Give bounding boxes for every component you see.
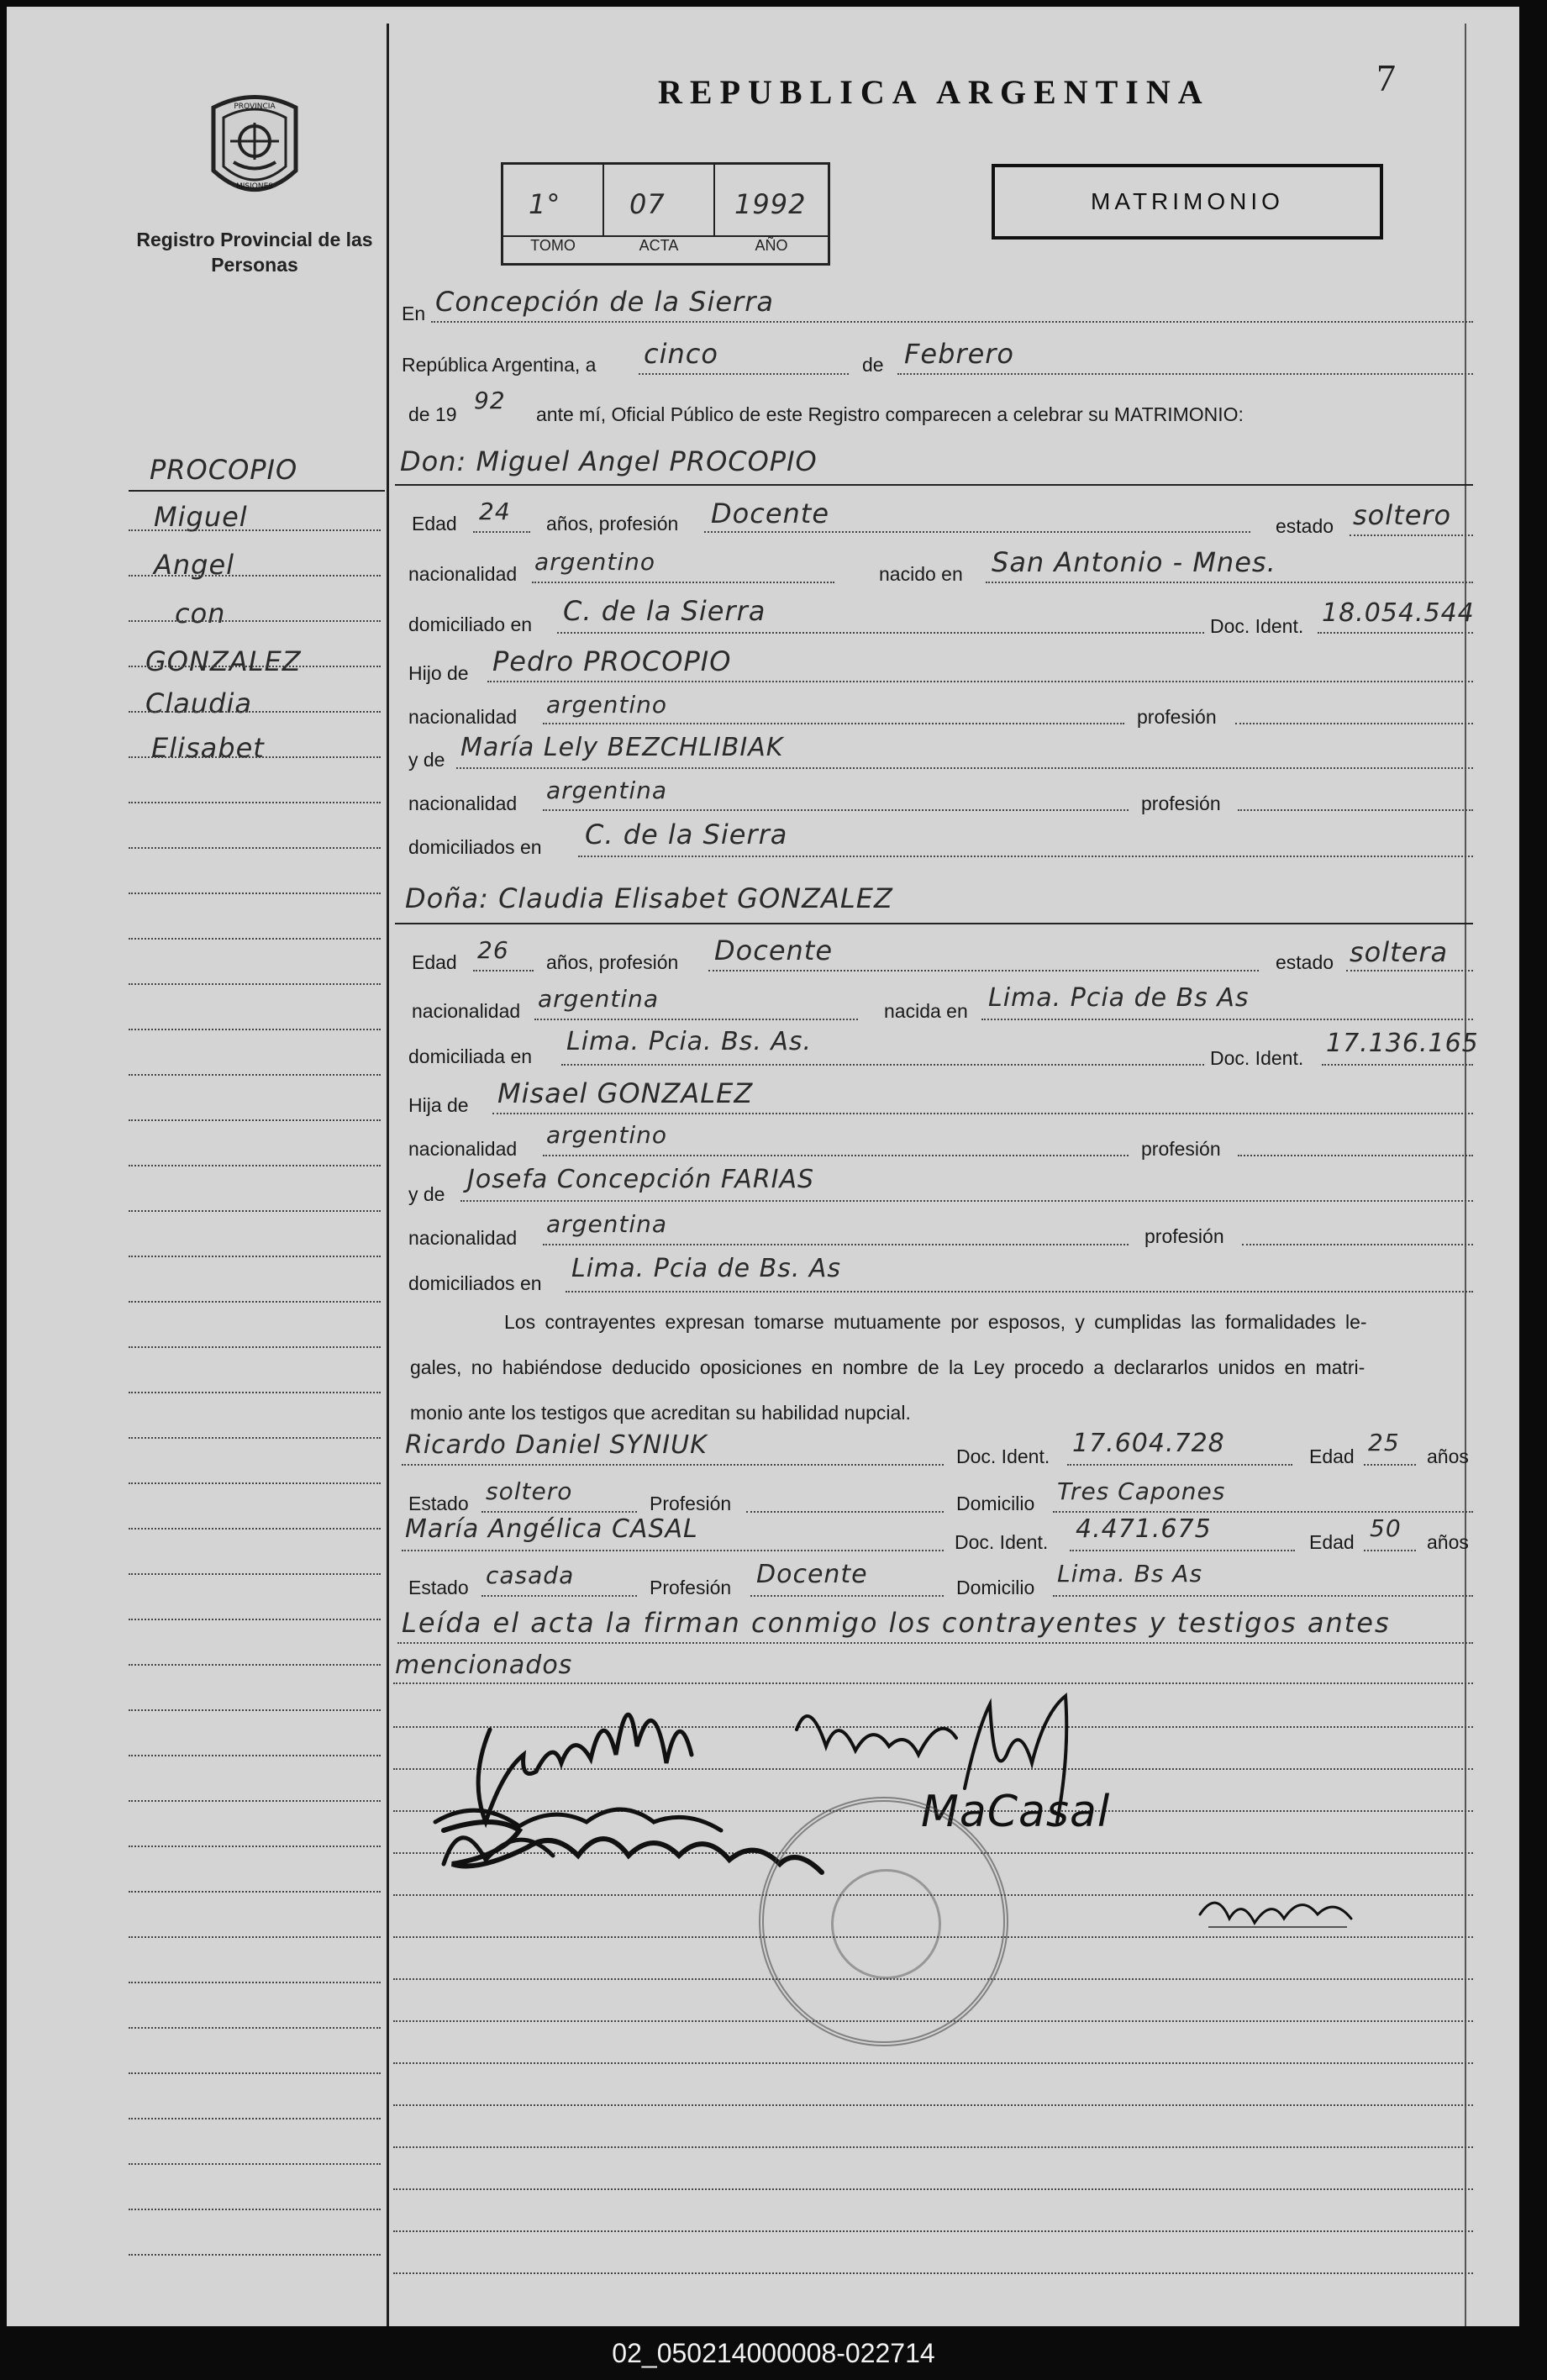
registry-name: Registro Provincial de las Personas: [136, 229, 373, 276]
seal-bottom-text: MISIONES: [235, 182, 274, 191]
margin-line-3: con: [175, 598, 226, 629]
groom-profession: Docente: [711, 498, 830, 529]
groom-domicile: C. de la Sierra: [563, 595, 766, 627]
bride-father-profesion-label: profesión: [1141, 1138, 1221, 1160]
margin-ruled-line: [129, 575, 381, 577]
tomo-value: 1°: [529, 188, 561, 220]
margin-ruled-line: [129, 1346, 381, 1348]
margin-ruled-line: [129, 1891, 381, 1893]
bride-nationality: argentina: [538, 985, 660, 1013]
groom-parents-domicile: C. de la Sierra: [585, 819, 788, 850]
bride-parents-domicile-label: domiciliados en: [408, 1272, 542, 1294]
official-stamp-icon: [759, 1797, 1008, 2046]
witness2-civil-status: casada: [486, 1561, 575, 1589]
de-label: de: [862, 354, 884, 376]
margin-ruled-line: [129, 1392, 381, 1393]
witness2-profesion-label: Profesión: [650, 1577, 732, 1598]
witness2-profession: Docente: [756, 1560, 868, 1589]
bride-mother-label: y de: [408, 1183, 445, 1205]
margin-ruled-line: [129, 1029, 381, 1030]
groom-father-nationality: argentino: [546, 691, 668, 719]
declaration-line-2: gales, no habiéndose deducido oposiciones en nombre de la Ley procedo a declararlos unidos en matri-: [410, 1356, 1365, 1378]
witness1-age: 25: [1368, 1429, 1400, 1456]
margin-ruled-line: [129, 711, 381, 713]
margin-ruled-line: [129, 1074, 381, 1076]
bride-parents-domicile: Lima. Pcia de Bs. As: [571, 1254, 842, 1283]
margin-ruled-line: [129, 1119, 381, 1121]
declaration-line-1: Los contrayentes expresan tomarse mutuamente por esposos, y cumplidas las formalidades le-: [504, 1311, 1367, 1333]
intro-statement: ante mí, Oficial Público de este Registro comparecen a celebrar su MATRIMONIO:: [536, 403, 1244, 425]
bride-profession: Docente: [714, 935, 834, 966]
acta-label: ACTA: [639, 237, 679, 254]
margin-line-1: Miguel: [154, 501, 248, 533]
bride-birthplace: Lima. Pcia de Bs As: [988, 983, 1250, 1013]
margin-ruled-line: [129, 1755, 381, 1756]
groom-birthplace: San Antonio - Mnes.: [992, 546, 1276, 578]
margin-ruled-line: [129, 893, 381, 894]
bride-estado-label: estado: [1276, 951, 1334, 973]
en-label: En: [402, 303, 426, 324]
month: Febrero: [904, 338, 1014, 370]
margin-line-4: GONZALEZ: [145, 645, 302, 677]
margin-ruled-line: [129, 847, 381, 849]
witness2-domicilio-label: Domicilio: [956, 1577, 1035, 1598]
body-ruled-line: [393, 2062, 1473, 2064]
witness1-estado-label: Estado: [408, 1493, 469, 1514]
body-ruled-line: [393, 2188, 1473, 2190]
margin-ruled-line: [129, 1301, 381, 1303]
file-id: 02_050214000008-022714: [612, 2338, 935, 2368]
bride-age: 26: [477, 936, 509, 964]
margin-ruled-line: [129, 983, 381, 985]
margin-ruled-line: [129, 802, 381, 803]
margin-surname: PROCOPIO: [150, 454, 298, 486]
witness2-edad-label: Edad: [1309, 1531, 1355, 1553]
bride-domicile: Lima. Pcia. Bs. As.: [566, 1027, 813, 1056]
groom-name: Don: Miguel Angel PROCOPIO: [400, 445, 818, 477]
year-prefix: de 19: [408, 403, 457, 425]
document-title: REPUBLICA ARGENTINA: [658, 73, 1210, 111]
witness2-age: 50: [1370, 1514, 1402, 1542]
groom-nacido-label: nacido en: [879, 563, 963, 585]
provincial-seal-icon: [205, 91, 304, 204]
margin-ruled-line: [129, 1165, 381, 1166]
groom-parents-domicile-label: domiciliados en: [408, 836, 542, 858]
margin-ruled-line: [129, 2254, 381, 2256]
page-number: 7: [1376, 56, 1396, 99]
margin-line-6: Elisabet: [151, 732, 265, 764]
groom-domiciliado-label: domiciliado en: [408, 613, 533, 635]
witness1-domicile: Tres Capones: [1057, 1477, 1226, 1505]
tomo-label: TOMO: [530, 237, 576, 254]
acta-value: 07: [629, 188, 666, 220]
margin-ruled-line: [129, 2027, 381, 2029]
margin-ruled-line: [129, 1936, 381, 1938]
margin-ruled-line: [129, 620, 381, 622]
day: cinco: [644, 338, 718, 370]
margin-ruled-line: [129, 1664, 381, 1666]
witness1-civil-status: soltero: [486, 1477, 573, 1505]
groom-civil-status: soltero: [1353, 499, 1452, 531]
signature-witness2: MaCasal: [921, 1787, 1111, 1837]
bride-father-nacionalidad-label: nacionalidad: [408, 1138, 518, 1160]
bride-mother-nationality: argentina: [546, 1210, 668, 1238]
bride-civil-status: soltera: [1350, 936, 1449, 968]
margin-ruled-line: [129, 938, 381, 940]
bride-father-nationality: argentino: [546, 1121, 668, 1149]
margin-divider: [387, 24, 389, 2326]
margin-ruled-line: [129, 2163, 381, 2165]
groom-anos-profesion-label: años, profesión: [546, 513, 679, 534]
closing-line-1: Leída el acta la firman conmigo los contrayentes y testigos antes: [402, 1607, 1391, 1639]
margin-ruled-line: [129, 1800, 381, 1802]
groom-mother-label: y de: [408, 749, 445, 771]
groom-age: 24: [479, 498, 511, 525]
margin-ruled-line: [129, 2209, 381, 2210]
margin-ruled-line: [129, 1528, 381, 1530]
body-ruled-line: [393, 2272, 1473, 2274]
bride-doc-label: Doc. Ident.: [1210, 1047, 1304, 1069]
bride-name: Doña: Claudia Elisabet GONZALEZ: [405, 882, 893, 914]
seal-top-text: PROVINCIA: [234, 103, 276, 111]
witness1-doc-label: Doc. Ident.: [956, 1445, 1050, 1467]
bride-domiciliada-label: domiciliada en: [408, 1045, 533, 1067]
body-ruled-line: [393, 2104, 1473, 2106]
place: Concepción de la Sierra: [435, 286, 774, 318]
margin-ruled-line: [129, 1482, 381, 1484]
body-ruled-line: [393, 2146, 1473, 2148]
groom-nationality: argentino: [534, 548, 656, 576]
bride-edad-label: Edad: [412, 951, 457, 973]
margin-ruled-line: [129, 1709, 381, 1711]
ano-label: AÑO: [755, 237, 788, 254]
margin-line-5: Claudia: [145, 687, 252, 719]
margin-line-2: Angel: [154, 549, 235, 581]
groom-doc-id: 18.054.544: [1322, 598, 1475, 628]
margin-ruled-line: [129, 2072, 381, 2074]
declaration-line-3: monio ante los testigos que acreditan su habilidad nupcial.: [410, 1402, 911, 1424]
bride-mother: Josefa Concepción FARIAS: [467, 1165, 815, 1194]
groom-father-nacionalidad-label: nacionalidad: [408, 706, 518, 728]
witness2-anos-label: años: [1427, 1531, 1469, 1553]
witness1-domicilio-label: Domicilio: [956, 1493, 1035, 1514]
groom-father: Pedro PROCOPIO: [492, 645, 732, 677]
witness2-doc-id: 4.471.675: [1076, 1514, 1212, 1544]
margin-ruled-line: [129, 756, 381, 758]
witness1-anos-label: años: [1427, 1445, 1469, 1467]
tomo-acta-ano-box: [501, 162, 830, 266]
groom-father-profesion-label: profesión: [1137, 706, 1217, 728]
witness1-name: Ricardo Daniel SYNIUK: [405, 1430, 708, 1460]
groom-nacionalidad-label: nacionalidad: [408, 563, 518, 585]
margin-ruled-line: [129, 1619, 381, 1620]
margin-ruled-line: [129, 1982, 381, 1983]
bride-nacida-label: nacida en: [884, 1000, 968, 1022]
bride-mother-nacionalidad-label: nacionalidad: [408, 1227, 518, 1249]
margin-ruled-line: [129, 1846, 381, 1847]
document-page: [7, 7, 1519, 2326]
groom-father-label: Hijo de: [408, 662, 469, 684]
year-suffix: 92: [474, 387, 506, 414]
groom-mother-profesion-label: profesión: [1141, 792, 1221, 814]
margin-ruled-line: [129, 666, 381, 667]
groom-mother: María Lely BEZCHLIBIAK: [460, 733, 784, 762]
margin-ruled-line: [129, 1256, 381, 1257]
bride-nacionalidad-label: nacionalidad: [412, 1000, 521, 1022]
groom-estado-label: estado: [1276, 515, 1334, 537]
document-type-box: MATRIMONIO: [992, 164, 1383, 240]
witness1-edad-label: Edad: [1309, 1445, 1355, 1467]
margin-ruled-line: [129, 2118, 381, 2119]
groom-mother-nacionalidad-label: nacionalidad: [408, 792, 518, 814]
groom-doc-label: Doc. Ident.: [1210, 615, 1304, 637]
groom-mother-nationality: argentina: [546, 777, 668, 804]
witness2-domicile: Lima. Bs As: [1057, 1560, 1203, 1588]
bride-mother-profesion-label: profesión: [1144, 1225, 1224, 1247]
republica-label: República Argentina, a: [402, 354, 597, 376]
margin-ruled-line: [129, 529, 381, 531]
ano-value: 1992: [734, 188, 807, 220]
margin-ruled-line: [129, 1573, 381, 1575]
bride-father: Misael GONZALEZ: [497, 1077, 754, 1109]
signature-official-icon: [1192, 1881, 1360, 1948]
closing-line-2: mencionados: [395, 1651, 573, 1680]
right-border: [1465, 24, 1466, 2326]
witness2-doc-label: Doc. Ident.: [955, 1531, 1049, 1553]
witness1-profesion-label: Profesión: [650, 1493, 732, 1514]
groom-edad-label: Edad: [412, 513, 457, 534]
margin-ruled-line: [129, 1210, 381, 1212]
witness2-name: María Angélica CASAL: [405, 1514, 698, 1544]
bride-father-label: Hija de: [408, 1094, 469, 1116]
bride-doc-id: 17.136.165: [1326, 1029, 1479, 1058]
body-ruled-line: [393, 2230, 1473, 2232]
bride-anos-profesion-label: años, profesión: [546, 951, 679, 973]
witness1-doc-id: 17.604.728: [1072, 1429, 1225, 1458]
witness2-estado-label: Estado: [408, 1577, 469, 1598]
margin-ruled-line: [129, 1437, 381, 1439]
